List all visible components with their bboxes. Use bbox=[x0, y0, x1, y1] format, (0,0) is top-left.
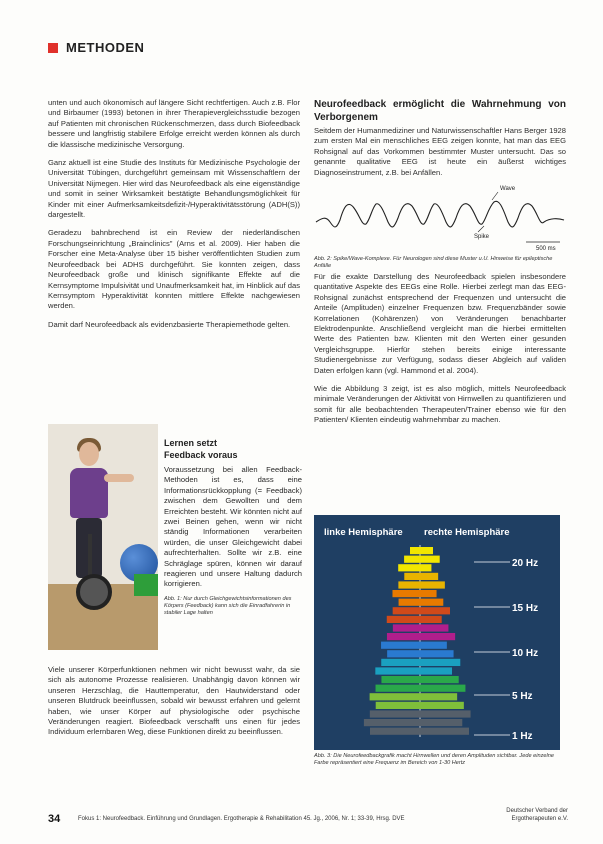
publisher-line2: Ergotherapeuten e.V. bbox=[511, 816, 568, 822]
paragraph: Ganz aktuell ist eine Studie des Instituts für Medizinische Psychologie der Universität Tübingen, durchgeführt gemeinsam mit Wissenschaftlern der Universität Nijmegen. Hier wird das Neurofeedback als eine eigenständige und somit in seiner Wirksamkeit bestätigte Behandlungsmöglichkeit für Kinder mit einer Aufmerksamkeitsdefizit-/Hyperaktivitätsstörung (ADH(S)) dargestellt. bbox=[48, 158, 300, 220]
right-hemisphere-bar bbox=[420, 556, 440, 563]
frequency-label: 10 Hz bbox=[512, 648, 539, 659]
left-hemisphere-bar bbox=[398, 581, 420, 588]
right-hemisphere-bar bbox=[420, 702, 464, 709]
right-hemisphere-bar bbox=[420, 607, 450, 614]
left-hemisphere-bar bbox=[387, 616, 420, 623]
frequency-label: 20 Hz bbox=[512, 558, 539, 569]
left-hemisphere-bar bbox=[381, 642, 420, 649]
figure-caption-2: Abb. 2: Spike/Wave-Komplexe. Für Neurologen sind diese Muster u.U. Hinweise für epileptische Anfälle bbox=[314, 256, 553, 269]
right-hemisphere-bar bbox=[420, 667, 452, 674]
figure-caption-3: Abb. 3: Die Neurofeedbackgrafik macht Hirnwellen und deren Amplituden sichtbar. Jede einzelne Farbe repräsentiert eine Frequenz im Bereich von 1-30 Hertz bbox=[314, 753, 554, 766]
subheading-line1: Lernen setzt bbox=[164, 438, 218, 448]
right-hemisphere-bar bbox=[420, 659, 460, 666]
hemisphere-chart bbox=[314, 515, 560, 750]
left-hemisphere-bar bbox=[404, 573, 420, 580]
paragraph: Seitdem der Humanmediziner und Naturwissenschaftler Hans Berger 1928 zum ersten Mal ein menschliches EEG zeigen konnte, hat man das EEG Rohsignal auf das Vorkommen bestimmter Muster untersucht. Das so genannte qualitative EEG ist heute ein äußerst wichtiges Diagnoseinstrument, z.B. bei Anfällen. bbox=[314, 126, 566, 177]
publisher-info bbox=[506, 807, 568, 823]
right-hemisphere-bar bbox=[420, 719, 462, 726]
paragraph: unten und auch ökonomisch auf längere Sicht rechtfertigen. Auch z.B. Flor und Birbaumer (1993) betonen in ihrer Therapievergleichsstudie bezogen auf Patienten mit chronischen Rückenschmerzen, dass durch Biofeedback bessere und langfristig stabilere Erfolge erreicht werden können als durch die klassische medizinische Versorgung. bbox=[48, 98, 300, 149]
left-hemisphere-bar bbox=[370, 693, 420, 700]
left-hemisphere-bar bbox=[410, 547, 420, 554]
left-hemisphere-bar bbox=[399, 599, 420, 606]
left-hemisphere-bar bbox=[376, 702, 420, 709]
left-hemisphere-bar bbox=[370, 710, 420, 717]
photo-side-text bbox=[164, 437, 302, 617]
right-hemisphere-bar bbox=[420, 624, 448, 631]
right-hemisphere-bar bbox=[420, 728, 469, 735]
right-hemisphere-bar bbox=[420, 564, 431, 571]
paragraph: Damit darf Neurofeedback als evidenzbasierte Therapiemethode gelten. bbox=[48, 319, 291, 329]
eeg-waveform-svg bbox=[314, 178, 566, 252]
left-hemisphere-bar bbox=[364, 719, 420, 726]
right-hemisphere-bar bbox=[420, 590, 437, 597]
left-hemisphere-bar bbox=[398, 564, 420, 571]
right-hemisphere-bar bbox=[420, 693, 457, 700]
paragraph: Voraussetzung bei allen Feedback-Methoden ist es, dass eine Informationsrückkopplung (= Feedback) zwischen dem Gewollten und dem Erreichten besteht. Wir könnten nicht auf zwei Beinen gehen, wenn wir nicht ständig Informationen verarbeiten würden, die unser Gleichgewicht dabei aufrechterhalten. Sollte wir z.B. eine Schräglage spüren, können wir darauf reagieren und unsere Haltung dadurch korrigieren. bbox=[164, 465, 302, 589]
right-hemisphere-bar bbox=[420, 650, 454, 657]
left-bottom-text bbox=[48, 665, 300, 746]
frequency-label: 15 Hz bbox=[512, 603, 539, 614]
left-hemisphere-bar bbox=[370, 728, 420, 735]
paragraph: Für die exakte Darstellung des Neurofeedback spielen insbesondere quantitative Aspekte des EEGs eine Rolle. Hierbei zerlegt man das EEG-Rohsignal zunächst entsprechend der Frequenzen und untersucht die Anteile (Amplituden) einzelner Frequenzen bzw. Frequenzbänder sowie Korrelationen (Kohärenzen) von Veränderungen benachbarter Elektrodenpunkte. Anschließend vergleicht man die hierbei ermittelten Werte des Patienten bzw. Klienten mit den Werten einer gesunden Vergleichsgruppe. Hierfür stehen bereits einige interessante Studienergebnisse zur Verfügung, sodass dieser Abgleich auf validen Daten erfolgen kann (vgl. Hammond et al. 2004). bbox=[314, 272, 566, 375]
right-column-continued bbox=[314, 272, 566, 434]
paragraph: Wie die Abbildung 3 zeigt, ist es also möglich, mittels Neurofeedback minimale Veränderungen der Aktivität von Hirnwellen zu quantifizieren und somit für alle beobachtenden Therapeuten/Trainer ebenso wie für den Patienten/ Klienten eindeutig wahrnehmbar zu machen. bbox=[314, 384, 566, 425]
section-marker-square bbox=[48, 43, 58, 53]
unicycle-wheel bbox=[76, 574, 112, 610]
left-hemisphere-bar bbox=[376, 685, 420, 692]
paragraph: Geradezu bahnbrechend ist ein Review der niederländischen Forschungseinrichtung „Brainclinics" (Arns et al. 2009). Hier haben die Forscher eine Meta-Analyse über 15 bisher veröffentlichten Studien zum Neurofeedback bei ADHS durchgeführt. Sie konnten zeigen, dass Neurofeedback große und klinisch signifikante Effekte auf die Kernsymptome Impulsivität und Unaufmerksamkeit hat, im Hinblick auf das Kernsymptom Hyperaktivität konnten mittlere Effekte nachgewiesen werden. bbox=[48, 228, 300, 311]
page-number: 34 bbox=[48, 813, 61, 825]
left-hemisphere-bar bbox=[404, 556, 420, 563]
label-spike: Spike bbox=[474, 234, 490, 240]
right-hemisphere-bar bbox=[420, 685, 465, 692]
section-title: METHODEN bbox=[66, 40, 145, 55]
right-hemisphere-bar bbox=[420, 710, 471, 717]
left-hemisphere-bar bbox=[393, 607, 420, 614]
right-hemisphere-bar bbox=[420, 573, 438, 580]
label-left-hemisphere: linke Hemisphäre bbox=[324, 527, 403, 538]
left-hemisphere-bar bbox=[392, 590, 420, 597]
label-wave: Wave bbox=[500, 186, 516, 192]
right-hemisphere-bar bbox=[420, 676, 459, 683]
left-hemisphere-bar bbox=[375, 667, 420, 674]
paragraph: Viele unserer Körperfunktionen nehmen wir nicht bewusst wahr, da sie sich als autonome Prozesse realisieren. Unabhängig davon können wir unseren Herzschlag, die Hauttemperatur, den Hautwiderstand oder unseren Blutdruck beeinflussen, sobald wir bewusst erfahren und gelernt haben, wie unser Körper auf physiologische oder psychische Veränderungen reagiert. Biofeedback verschafft uns einen für jedes Individuum erlernbaren Weg, diese Funktionen direkt zu beeinflussen. bbox=[48, 665, 300, 737]
subheading-line2: Feedback voraus bbox=[164, 450, 238, 460]
publisher-line1: Deutscher Verband der bbox=[506, 808, 568, 814]
eeg-trace bbox=[316, 201, 564, 227]
section-header bbox=[48, 40, 144, 55]
left-hemisphere-bar bbox=[387, 650, 420, 657]
right-hemisphere-bar bbox=[420, 616, 442, 623]
hemisphere-chart-svg bbox=[314, 515, 560, 750]
right-hemisphere-bar bbox=[420, 642, 447, 649]
right-hemisphere-bar bbox=[420, 599, 443, 606]
frequency-label: 5 Hz bbox=[512, 691, 533, 702]
left-hemisphere-bar bbox=[387, 633, 420, 640]
footer-citation: Fokus 1: Neurofeedback. Einführung und Grundlagen. Ergotherapie & Rehabilitation 45. Jg., 2006, Nr. 1; 33-39, Hrsg. DVE bbox=[78, 816, 405, 822]
right-hemisphere-bar bbox=[420, 547, 433, 554]
label-right-hemisphere: rechte Hemisphäre bbox=[424, 527, 510, 538]
unicycle-photo bbox=[48, 424, 158, 650]
right-hemisphere-bar bbox=[420, 581, 445, 588]
right-column bbox=[314, 98, 566, 186]
left-hemisphere-bar bbox=[381, 676, 420, 683]
right-hemisphere-bar bbox=[420, 633, 455, 640]
left-hemisphere-bar bbox=[381, 659, 420, 666]
left-hemisphere-bar bbox=[393, 624, 420, 631]
figure-caption-1: Abb. 1: Nur durch Gleichgewichtsinformationen des Körpers (Feedback) kann sich die Einradfahrerin in stabiler Lage halten bbox=[164, 595, 292, 616]
eeg-figure bbox=[314, 178, 566, 252]
scale-label: 500 ms bbox=[536, 246, 556, 252]
section-heading: Neurofeedback ermöglicht die Wahrnehmung von Verborgenem bbox=[314, 99, 566, 123]
frequency-label: 1 Hz bbox=[512, 731, 533, 742]
page-footer bbox=[48, 808, 568, 833]
left-column bbox=[48, 98, 300, 338]
